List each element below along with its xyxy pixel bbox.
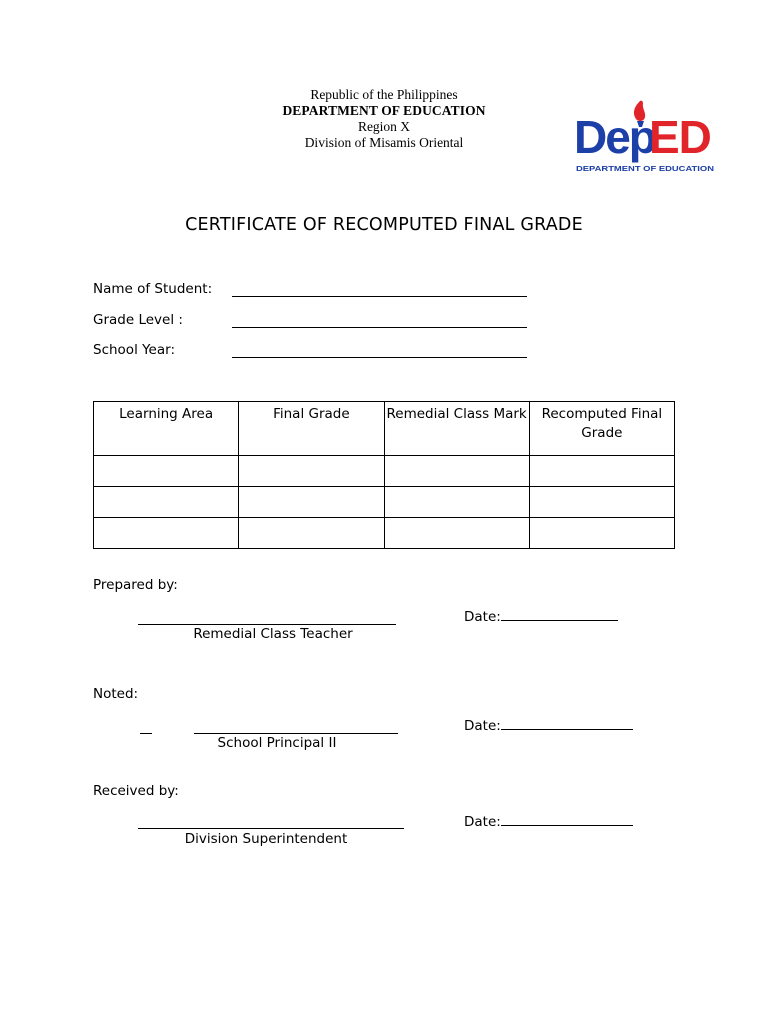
col-recomputed-final-grade: Recomputed Final Grade (529, 402, 674, 456)
table-cell[interactable] (94, 487, 239, 518)
document-header (200, 87, 568, 151)
table-header-row (94, 402, 675, 456)
logo-ed-text: ED (649, 111, 711, 163)
table-cell[interactable] (529, 518, 674, 549)
name-of-student-line[interactable] (232, 296, 527, 297)
table-cell[interactable] (529, 487, 674, 518)
table-row (94, 487, 675, 518)
date-label: Date: (464, 609, 501, 625)
table-cell[interactable] (384, 518, 529, 549)
col-final-grade: Final Grade (239, 402, 384, 456)
grade-level-line[interactable] (232, 327, 527, 328)
remedial-teacher-title: Remedial Class Teacher (193, 626, 353, 642)
department-line: DEPARTMENT OF EDUCATION (282, 103, 486, 118)
table-cell[interactable] (239, 518, 384, 549)
republic-line: Republic of the Philippines (310, 87, 458, 102)
name-of-student-label: Name of Student: (93, 281, 213, 297)
noted-signature-line-short[interactable] (140, 733, 152, 734)
table-cell[interactable] (529, 456, 674, 487)
school-principal-title: School Principal II (217, 735, 337, 751)
document-title: CERTIFICATE OF RECOMPUTED FINAL GRADE (185, 215, 583, 235)
table-row (94, 456, 675, 487)
school-year-label: School Year: (93, 342, 176, 358)
table-cell[interactable] (94, 456, 239, 487)
noted-label: Noted: (93, 686, 139, 702)
noted-date-field[interactable] (464, 717, 633, 734)
logo-subtext: DEPARTMENT OF EDUCATION (576, 164, 714, 173)
grade-level-label: Grade Level : (93, 312, 183, 328)
received-signature-line[interactable] (138, 828, 404, 829)
prepared-date-field[interactable] (464, 608, 618, 625)
deped-logo (574, 95, 720, 177)
date-line[interactable] (501, 717, 633, 730)
division-superintendent-title: Division Superintendent (184, 831, 348, 847)
region-line: Region X (357, 119, 411, 134)
grades-table (93, 401, 675, 549)
table-cell[interactable] (94, 518, 239, 549)
col-remedial-class-mark: Remedial Class Mark (384, 402, 529, 456)
prepared-by-label: Prepared by: (93, 577, 178, 593)
prepared-signature-line[interactable] (138, 624, 396, 625)
received-date-field[interactable] (464, 813, 633, 830)
table-cell[interactable] (384, 456, 529, 487)
date-label: Date: (464, 814, 501, 830)
table-cell[interactable] (384, 487, 529, 518)
date-line[interactable] (501, 813, 633, 826)
date-line[interactable] (501, 608, 618, 621)
received-by-label: Received by: (93, 783, 179, 799)
table-cell[interactable] (239, 456, 384, 487)
date-label: Date: (464, 718, 501, 734)
noted-signature-line[interactable] (194, 733, 398, 734)
division-line: Division of Misamis Oriental (304, 135, 464, 150)
table-row (94, 518, 675, 549)
table-cell[interactable] (239, 487, 384, 518)
school-year-line[interactable] (232, 357, 527, 358)
col-learning-area: Learning Area (94, 402, 239, 456)
logo-dep-text: Dep (574, 111, 655, 163)
